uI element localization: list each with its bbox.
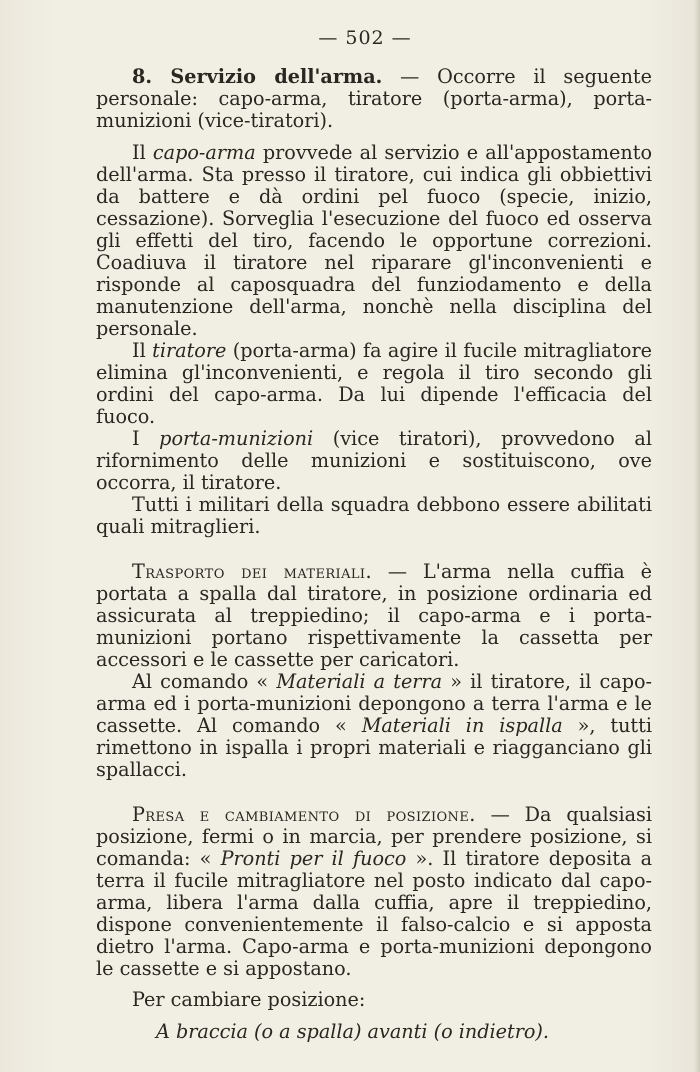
paragraph-text: L'arma nella cuffia è portata a spalla dal tiratore, in posizione ordinaria ed assicurata al treppiedino; il capo-arma e i porta-munizioni portano rispettivamente la cassetta per accessori e le cassette per caricatori. (96, 560, 652, 671)
paragraph-text: Occorre il seguente personale: capo-arma, tiratore (porta-arma), porta-munizioni (vice-tiratori). (96, 65, 652, 132)
paragraph-tiratore (96, 340, 652, 428)
text-fragment: Il (132, 141, 153, 164)
page-body (96, 66, 652, 1043)
term-porta-munizioni: porta-munizioni (159, 427, 314, 450)
text-fragment: I (132, 427, 160, 450)
paragraph-text: (vice tiratori), provvedono al rifornimento delle munizioni e sostituiscono, ove occorra, il tiratore. (96, 427, 653, 494)
text-fragment: » il tiratore, il capo-arma ed i porta-munizioni depongono a terra l'arma e le cassette. Al comando « (96, 670, 653, 737)
command-pronti-per-il-fuoco: Pronti per il fuoco (220, 847, 407, 870)
term-capo-arma: capo-arma (152, 141, 256, 164)
term-tiratore: tiratore (152, 339, 227, 362)
paragraph-text: provvede al servizio e all'appostamento dell'arma. Sta presso il tiratore, cui indica gli obbiettivi da battere e dà ordini pel fuoco (specie, inizio, cessazione). Sorveglia l'esecuzione del fuoco ed osserva gli effetti del tiro, facendo le opportune correzioni. Coadiuva il tiratore nel riparare gl'inconvenienti e risponde al caposquadra del funziodamento e della manutenzione dell'arma, nonchè nella disciplina del personale. (96, 141, 652, 340)
text-fragment: Il (132, 339, 153, 362)
paragraph-porta-munizioni (96, 428, 652, 494)
paragraph-capo-arma (96, 142, 652, 340)
command-braccia-avanti: A braccia (o a spalla) avanti (o indietro). (156, 1020, 550, 1043)
dash: — (382, 65, 438, 88)
paragraph-cambiare: Per cambiare posizione: (132, 988, 366, 1011)
section-title-trasporto: Trasporto dei materiali. (132, 560, 372, 583)
paragraph-tutti: Tutti i militari della squadra debbono essere abilitati quali mitraglieri. (96, 493, 652, 538)
section-title-presa: Presa e cambiamento di posizione. (132, 803, 476, 826)
dash: — (371, 560, 423, 583)
paragraph-comando (96, 671, 652, 781)
text-fragment: ». Il tiratore deposita a terra il fucile mitragliatore nel posto indicato dal capo-arma, libera l'arma dalla cuffia, apre il treppiedino, dispone convenientemente il falso-calcio e si apposta dietro l'arma. Capo-arma e porta-munizioni depongono le cassette e si appostano. (96, 847, 653, 980)
command-materiali-a-terra: Materiali a terra (276, 670, 443, 693)
dash: — (475, 803, 525, 826)
page-edge-shadow (694, 0, 700, 1072)
paragraph-trasporto (96, 561, 652, 671)
command-materiali-in-ispalla: Materiali in ispalla (361, 714, 563, 737)
paragraph-servizio (96, 66, 652, 132)
paragraph-presa (96, 804, 652, 980)
text-fragment: Da qualsiasi posizione, fermi o in marcia, per prendere posizione, si comanda: « (96, 803, 652, 870)
paragraph-text: (porta-arma) fa agire il fucile mitragliatore elimina gl'inconvenienti, e regola il tiro secondo gli ordini del capo-arma. Da lui dipende l'efficacia del fuoco. (96, 339, 652, 428)
text-fragment: », tutti rimettono in ispalla i propri materiali e riagganciano gli spallacci. (96, 714, 652, 781)
section-title-servizio: 8. Servizio dell'arma. (132, 65, 383, 88)
text-fragment: Al comando « (132, 670, 277, 693)
page-number: — 502 — (318, 27, 412, 49)
